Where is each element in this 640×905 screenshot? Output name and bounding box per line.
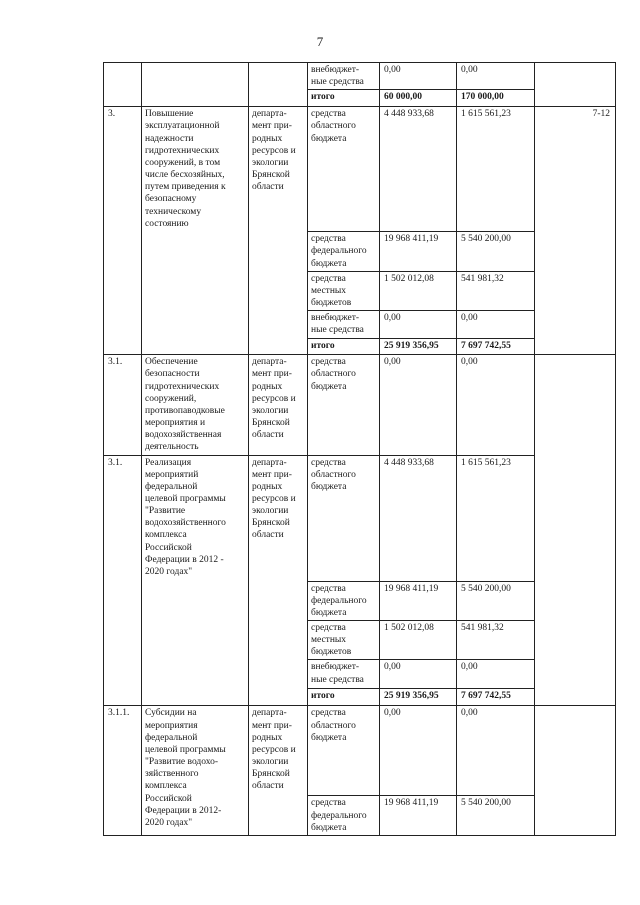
cell-num: 3. <box>104 107 142 355</box>
cell-amount-2: 5 540 200,00 <box>457 796 535 835</box>
cell-amount-2: 0,00 <box>457 706 535 796</box>
cell-title <box>142 63 249 107</box>
cell-amount-1-total: 25 919 356,95 <box>380 689 457 706</box>
cell-num: 3.1.1. <box>104 706 142 835</box>
cell-amount-2: 0,00 <box>457 311 535 339</box>
cell-source: внебюджет- ные средства <box>308 63 380 90</box>
cell-title: Повышение эксплуатационной надежности гидротехнических сооружений, в том числе бесхозяйных, путем приведения к безопасному техническому состоянию <box>142 107 249 355</box>
cell-amount-1: 0,00 <box>380 63 457 90</box>
cell-indicator <box>535 63 616 107</box>
cell-source: средства федерального бюджета <box>308 796 380 835</box>
cell-exec: департа- мент при- родных ресурсов и экологии Брянской области <box>249 706 308 835</box>
cell-source: внебюджет- ные средства <box>308 311 380 339</box>
cell-indicator <box>535 355 616 706</box>
cell-source-total: итого <box>308 90 380 107</box>
cell-source: средства федерального бюджета <box>308 232 380 271</box>
cell-amount-2: 541 981,32 <box>457 271 535 310</box>
cell-amount-1: 19 968 411,19 <box>380 232 457 271</box>
cell-exec: департа- мент при- родных ресурсов и экологии Брянской области <box>249 107 308 355</box>
cell-amount-2: 1 615 561,23 <box>457 107 535 232</box>
table-row <box>104 706 616 796</box>
cell-source: средства областного бюджета <box>308 355 380 455</box>
cell-exec: департа- мент при- родных ресурсов и экологии Брянской области <box>249 355 308 455</box>
cell-amount-2-total: 7 697 742,55 <box>457 689 535 706</box>
page-number: 7 <box>316 34 324 49</box>
cell-amount-1: 4 448 933,68 <box>380 455 457 581</box>
budget-table <box>103 62 616 836</box>
cell-amount-2: 5 540 200,00 <box>457 232 535 271</box>
cell-exec: департа- мент при- родных ресурсов и экологии Брянской области <box>249 455 308 706</box>
cell-num <box>104 63 142 107</box>
cell-amount-1: 0,00 <box>380 355 457 455</box>
cell-title: Обеспечение безопасности гидротехнических сооружений, противопаводковые мероприятия и водохозяйственная деятельность <box>142 355 249 455</box>
cell-amount-1: 19 968 411,19 <box>380 796 457 835</box>
cell-amount-2: 0,00 <box>457 63 535 90</box>
table-row <box>104 107 616 232</box>
cell-source-total: итого <box>308 339 380 355</box>
cell-amount-1-total: 60 000,00 <box>380 90 457 107</box>
cell-num: 3.1. <box>104 455 142 706</box>
cell-source: средства областного бюджета <box>308 706 380 796</box>
cell-title: Субсидии на мероприятия федеральной целевой программы "Развитие водохо- зяйственного комплекса Российской Федерации в 2012- 2020 годах" <box>142 706 249 835</box>
cell-amount-1: 19 968 411,19 <box>380 581 457 620</box>
cell-source-total: итого <box>308 689 380 706</box>
cell-amount-2: 0,00 <box>457 355 535 455</box>
cell-source: средства областного бюджета <box>308 107 380 232</box>
cell-source: средства федерального бюджета <box>308 581 380 620</box>
cell-exec <box>249 63 308 107</box>
table-row <box>104 355 616 455</box>
cell-amount-1: 1 502 012,08 <box>380 271 457 310</box>
cell-source: средства областного бюджета <box>308 455 380 581</box>
cell-indicator <box>535 706 616 835</box>
cell-amount-2: 1 615 561,23 <box>457 455 535 581</box>
cell-amount-2: 541 981,32 <box>457 620 535 659</box>
cell-amount-1-total: 25 919 356,95 <box>380 339 457 355</box>
cell-amount-1: 0,00 <box>380 706 457 796</box>
cell-amount-2-total: 170 000,00 <box>457 90 535 107</box>
cell-source: внебюджет- ные средства <box>308 660 380 689</box>
cell-amount-2-total: 7 697 742,55 <box>457 339 535 355</box>
table-row <box>104 63 616 90</box>
cell-indicator: 7-12 <box>535 107 616 355</box>
cell-source: средства местных бюджетов <box>308 620 380 659</box>
cell-amount-1: 0,00 <box>380 660 457 689</box>
cell-amount-1: 4 448 933,68 <box>380 107 457 232</box>
cell-source: средства местных бюджетов <box>308 271 380 310</box>
cell-title: Реализация мероприятий федеральной целевой программы "Развитие водохозяйственного комплекса Российской Федерации в 2012 - 2020 годах" <box>142 455 249 706</box>
cell-amount-2: 5 540 200,00 <box>457 581 535 620</box>
cell-amount-2: 0,00 <box>457 660 535 689</box>
cell-num: 3.1. <box>104 355 142 455</box>
cell-amount-1: 1 502 012,08 <box>380 620 457 659</box>
cell-amount-1: 0,00 <box>380 311 457 339</box>
